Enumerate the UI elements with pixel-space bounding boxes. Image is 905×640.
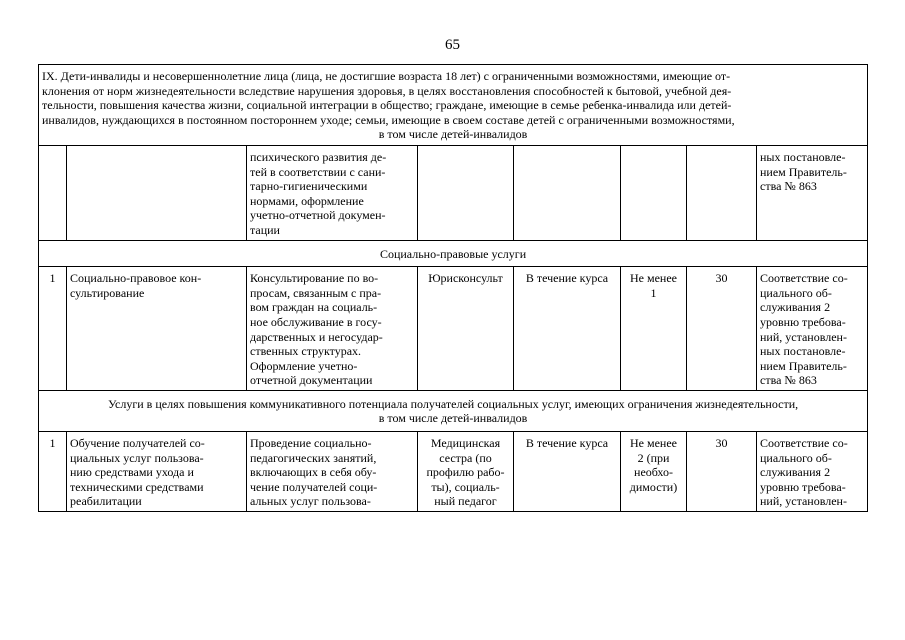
section-title-text: Услуги в целях повышения коммуникативного потенциала получателей социальных услуг, имеющих ограничения жизнедеятельности, — [107, 396, 799, 411]
category-header-line: клонения от норм жизнедеятельности вследствие нарушения здоровья, в целях восстановления способностей к бытовой, учебной дея- — [42, 83, 732, 98]
table-row — [39, 267, 868, 391]
service-name — [67, 145, 247, 240]
service-content: психического развития де- тей в соответствии с сани- тарно-гигиеническими нормами, оформление учетно-отчетной докумен- тации — [247, 145, 418, 240]
row-number — [39, 145, 67, 240]
row-number: 1 — [39, 267, 67, 391]
service-term — [514, 145, 621, 240]
category-header-line: инвалидов, нуждающихся в постоянном постороннем уходе; семьи, имеющие в своем составе детей с ограниченными возможностями, — [42, 112, 735, 127]
service-content: Проведение социально- педагогических занятий, включающих в себя обу- чение получателей соци- альных услуг пользова- — [247, 432, 418, 512]
service-volume — [621, 145, 687, 240]
service-term: В течение курса — [514, 432, 621, 512]
page-number: 65 — [445, 37, 460, 53]
section-title-text: в том числе детей-инвалидов — [378, 411, 528, 426]
services-table — [38, 64, 868, 512]
section-title-communicative — [39, 390, 868, 431]
section-header-row — [39, 390, 868, 431]
service-executor: Юрисконсульт — [418, 267, 514, 391]
service-volume: Не менее 2 (при необхо- димости) — [621, 432, 687, 512]
row-number: 1 — [39, 432, 67, 512]
table-row — [39, 432, 868, 512]
service-content: Консультирование по во- просам, связанным с пра- вом граждан на социаль- ное обслуживание в госу- дарственных и негосудар- ственных структурах. Оформление учетно- отчетной документации — [247, 267, 418, 391]
category-header-line: в том числе детей-инвалидов — [378, 127, 528, 142]
service-name: Обучение получателей со- циальных услуг пользова- нию средствами ухода и техническими средствами реабилитации — [67, 432, 247, 512]
category-header-line: тельности, повышения качества жизни, социальной интеграции в общество; граждане, имеющие в семье ребенка-инвалида или детей- — [42, 98, 732, 113]
service-quality: Соответствие со- циального об- служивания 2 уровню требова- ний, установлен- ных постановле- нием Правитель- ства № 863 — [757, 267, 868, 391]
section-header-row — [39, 240, 868, 267]
service-quantity: 30 — [687, 267, 757, 391]
service-executor: Медицинская сестра (по профилю рабо- ты), социаль- ный педагог — [418, 432, 514, 512]
category-header — [39, 65, 868, 146]
service-name: Социально-правовое кон- сультирование — [67, 267, 247, 391]
section-title-text: Социально-правовые услуги — [379, 246, 527, 261]
category-header-row — [39, 65, 868, 146]
service-quantity — [687, 145, 757, 240]
service-term: В течение курса — [514, 267, 621, 391]
service-quality: Соответствие со- циального об- служивания 2 уровню требова- ний, установлен- — [757, 432, 868, 512]
category-header-line: IX. Дети-инвалиды и несовершеннолетние лица (лица, не достигшие возраста 18 лет) с ограниченными возможностями, имеющие от- — [42, 69, 731, 83]
service-volume: Не менее 1 — [621, 267, 687, 391]
service-quality: ных постановле- нием Правитель- ства № 863 — [757, 145, 868, 240]
service-executor — [418, 145, 514, 240]
section-title-legal — [39, 240, 868, 267]
table-row — [39, 145, 868, 240]
service-quantity: 30 — [687, 432, 757, 512]
